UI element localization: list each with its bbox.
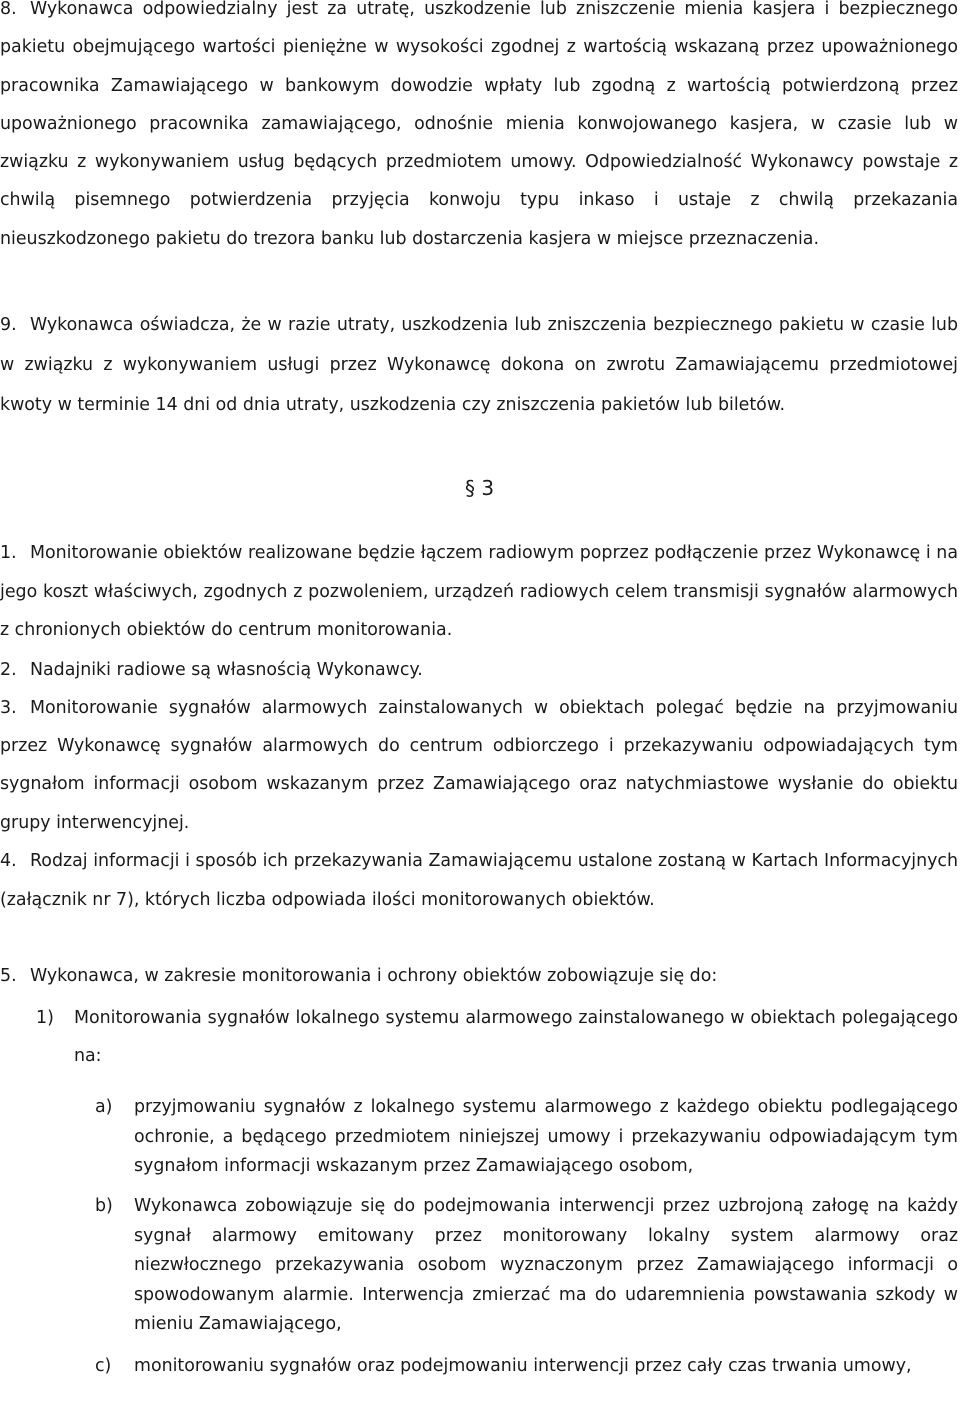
list-item-label: c) [95,1356,112,1376]
clause-number: 5. [0,966,17,986]
clause-2 [0,651,958,690]
list-item-text: Wykonawca zobowiązuje się do podejmowania interwencji przez uzbrojoną załogę na każdy sygnał alarmowy emitowany przez monitorowany lokalny system alarmowy oraz niezwłocznego przekazywania osobom wyznaczonym przez Zamawiającego informacji o spowodowanym alarmie. Interwencja zmierzać ma do udaremnienia powstawania szkody w mieniu Zamawiającego, [134,1196,958,1334]
paragraph-8 [0,0,958,258]
clause-number: 3. [0,698,17,718]
clause-1 [0,534,958,650]
list-item-text: monitorowaniu sygnałów oraz podejmowaniu interwencji przez cały czas trwania umowy, [134,1356,912,1376]
list-item-label: b) [95,1196,113,1216]
clause-text: Wykonawca, w zakresie monitorowania i ochrony obiektów zobowiązuje się do: [30,966,718,986]
clause-number: 4. [0,851,17,871]
clause-3 [0,689,958,842]
clause-number: 2. [0,660,17,680]
section-heading: § 3 [465,476,495,500]
clause-text: Rodzaj informacji i sposób ich przekazywania Zamawiającemu ustalone zostaną w Kartach Informacyjnych (załącznik nr 7), których liczba odpowiada ilości monitorowanych obiektów. [0,851,958,910]
clause-5 [0,957,958,996]
list-item-b [95,1192,958,1340]
paragraph-number: 8. [0,0,17,19]
list-item-label: a) [95,1097,113,1117]
list-item-c [95,1352,958,1382]
paragraph-9 [0,306,958,425]
list-item-a [95,1093,958,1182]
list-item-text: przyjmowaniu sygnałów z lokalnego systemu alarmowego z każdego obiektu podlegającego ochronie, a będącego przedmiotem niniejszej umowy i przekazywaniu odpowiadającym tym sygnałom informacji wskazanym przez Zamawiającego osobom, [134,1097,958,1176]
clause-text: Monitorowanie sygnałów alarmowych zainstalowanych w obiektach polegać będzie na przyjmowaniu przez Wykonawcę sygnałów alarmowych do centrum odbiorczego i przekazywaniu odpowiadających tym sygnałom informacji osobom wskazanym przez Zamawiającego oraz natychmiastowe wysłanie do obiektu grupy interwencyjnej. [0,698,958,833]
paragraph-text: Wykonawca odpowiedzialny jest za utratę, uszkodzenie lub zniszczenie mienia kasjera i bezpiecznego pakietu obejmującego wartości pieniężne w wysokości zgodnej z wartością wskazaną przez upoważnionego pracownika Zamawiającego w bankowym dowodzie wpłaty lub zgodną z wartością potwierdzoną przez upoważnionego pracownika zamawiającego, odnośnie mienia konwojowanego kasjera, w czasie lub w związku z wykonywaniem usług będących przedmiotem umowy. Odpowiedzialność Wykonawcy powstaje z chwilą pisemnego potwierdzenia przyjęcia konwoju typu inkaso i ustaje z chwilą przekazania nieuszkodzonego pakietu do trezora banku lub dostarczenia kasjera w miejsce przeznaczenia. [0,0,958,249]
clause-number: 1. [0,543,17,563]
subclause-1 [36,999,958,1075]
clause-text: Monitorowanie obiektów realizowane będzie łączem radiowym poprzez podłączenie przez Wykonawcę i na jego koszt właściwych, zgodnych z pozwoleniem, urządzeń radiowych celem transmisji sygnałów alarmowych z chronionych obiektów do centrum monitorowania. [0,543,958,640]
clause-4 [0,842,958,919]
subclause-label: 1) [36,1008,54,1028]
paragraph-text: Wykonawca oświadcza, że w razie utraty, uszkodzenia lub zniszczenia bezpiecznego pakietu w czasie lub w związku z wykonywaniem usługi przez Wykonawcę dokona on zwrotu Zamawiającemu przedmiotowej kwoty w terminie 14 dni od dnia utraty, uszkodzenia czy zniszczenia pakietów lub biletów. [0,315,958,415]
clause-text: Nadajniki radiowe są własnością Wykonawcy. [30,660,423,680]
subclause-text: Monitorowania sygnałów lokalnego systemu alarmowego zainstalowanego w obiektach polegającego na: [74,1008,958,1066]
paragraph-number: 9. [0,315,17,335]
